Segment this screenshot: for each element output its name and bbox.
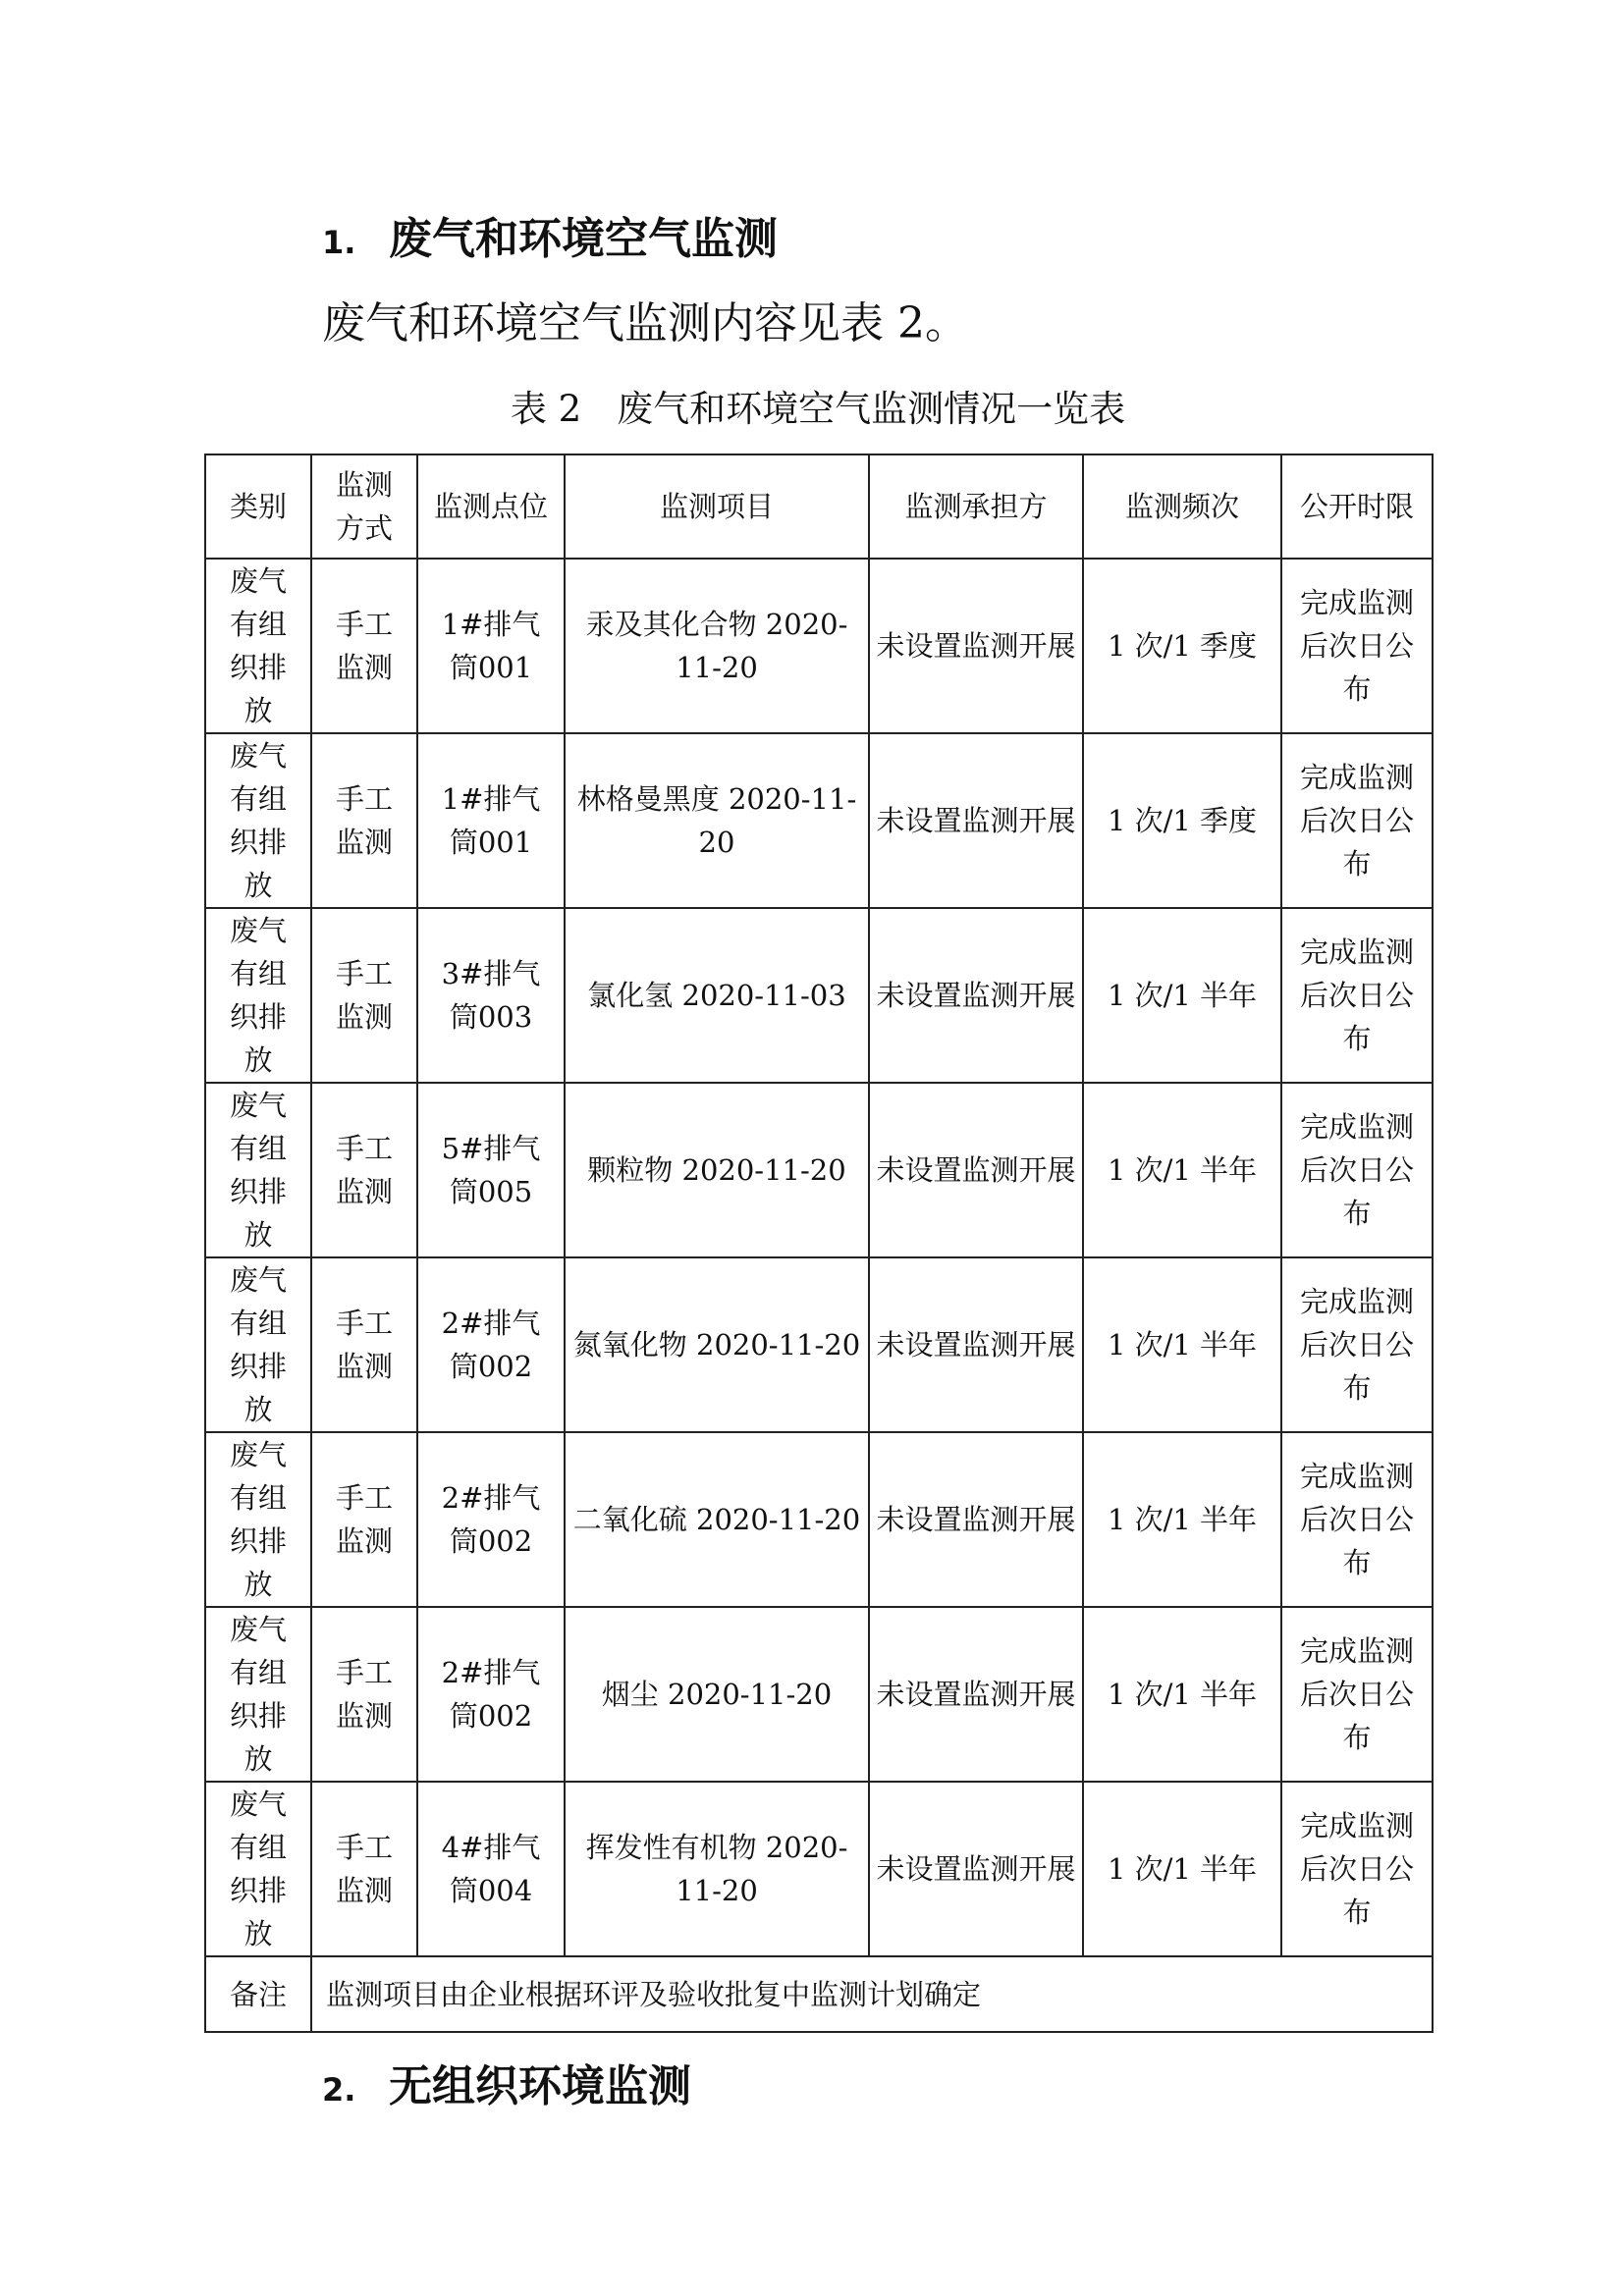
cell-method: 手工监测 [311,1257,417,1432]
table-row [205,733,1433,908]
cell-disclosure: 完成监测后次日公布 [1281,908,1433,1083]
table-caption-title: 废气和环境空气监测情况一览表 [617,388,1126,430]
table-row [205,908,1433,1083]
header-disclosure: 公开时限 [1281,454,1433,559]
section-2-title: 无组织环境监测 [389,2061,691,2111]
cell-category: 废气有组织排放 [205,908,311,1083]
cell-disclosure: 完成监测后次日公布 [1281,1607,1433,1782]
cell-method: 手工监测 [311,1607,417,1782]
cell-category: 废气有组织排放 [205,559,311,733]
cell-method: 手工监测 [311,559,417,733]
cell-undertaker: 未设置监测开展 [869,1782,1083,1956]
cell-item: 林格曼黑度 2020-11-20 [565,733,869,908]
section-1-number: 1. [322,224,356,261]
cell-category: 废气有组织排放 [205,733,311,908]
cell-undertaker: 未设置监测开展 [869,559,1083,733]
cell-frequency: 1 次/1 季度 [1083,733,1281,908]
cell-undertaker: 未设置监测开展 [869,733,1083,908]
cell-category: 废气有组织排放 [205,1432,311,1607]
header-undertaker: 监测承担方 [869,454,1083,559]
cell-method: 手工监测 [311,1432,417,1607]
table-caption [204,385,1432,434]
cell-frequency: 1 次/1 半年 [1083,1257,1281,1432]
table-row [205,1607,1433,1782]
table-caption-label: 表 2 [510,388,582,430]
table-row [205,1432,1433,1607]
table-row [205,1083,1433,1257]
cell-point: 3#排气筒003 [417,908,565,1083]
cell-undertaker: 未设置监测开展 [869,1607,1083,1782]
cell-method: 手工监测 [311,908,417,1083]
note-label: 备注 [205,1956,311,2032]
cell-frequency: 1 次/1 半年 [1083,1607,1281,1782]
cell-item: 挥发性有机物 2020-11-20 [565,1782,869,1956]
table-row [205,559,1433,733]
header-category: 类别 [205,454,311,559]
cell-category: 废气有组织排放 [205,1257,311,1432]
intro-paragraph: 废气和环境空气监测内容见表 2。 [322,298,968,348]
header-frequency: 监测频次 [1083,454,1281,559]
cell-point: 5#排气筒005 [417,1083,565,1257]
cell-point: 4#排气筒004 [417,1782,565,1956]
cell-category: 废气有组织排放 [205,1083,311,1257]
cell-item: 烟尘 2020-11-20 [565,1607,869,1782]
cell-method: 手工监测 [311,733,417,908]
cell-disclosure: 完成监测后次日公布 [1281,1782,1433,1956]
cell-method: 手工监测 [311,1083,417,1257]
cell-item: 氯化氢 2020-11-03 [565,908,869,1083]
cell-frequency: 1 次/1 半年 [1083,908,1281,1083]
cell-disclosure: 完成监测后次日公布 [1281,1432,1433,1607]
table-note-row [205,1956,1433,2032]
cell-category: 废气有组织排放 [205,1607,311,1782]
note-text: 监测项目由企业根据环评及验收批复中监测计划确定 [311,1956,1433,2032]
section-2-heading [322,2057,691,2119]
cell-undertaker: 未设置监测开展 [869,1083,1083,1257]
cell-point: 2#排气筒002 [417,1257,565,1432]
cell-undertaker: 未设置监测开展 [869,1257,1083,1432]
cell-frequency: 1 次/1 季度 [1083,559,1281,733]
cell-category: 废气有组织排放 [205,1782,311,1956]
table-header-row [205,454,1433,559]
section-1-title: 废气和环境空气监测 [389,214,778,264]
cell-frequency: 1 次/1 半年 [1083,1083,1281,1257]
section-1-heading [322,210,778,272]
cell-point: 1#排气筒001 [417,559,565,733]
cell-method: 手工监测 [311,1782,417,1956]
header-point: 监测点位 [417,454,565,559]
cell-point: 1#排气筒001 [417,733,565,908]
table-row [205,1257,1433,1432]
cell-disclosure: 完成监测后次日公布 [1281,1083,1433,1257]
cell-item: 二氧化硫 2020-11-20 [565,1432,869,1607]
cell-point: 2#排气筒002 [417,1607,565,1782]
cell-disclosure: 完成监测后次日公布 [1281,1257,1433,1432]
cell-undertaker: 未设置监测开展 [869,908,1083,1083]
cell-frequency: 1 次/1 半年 [1083,1782,1281,1956]
monitoring-table [204,454,1434,2033]
table-row [205,1782,1433,1956]
cell-item: 汞及其化合物 2020-11-20 [565,559,869,733]
cell-disclosure: 完成监测后次日公布 [1281,559,1433,733]
cell-item: 颗粒物 2020-11-20 [565,1083,869,1257]
cell-point: 2#排气筒002 [417,1432,565,1607]
cell-disclosure: 完成监测后次日公布 [1281,733,1433,908]
section-2-number: 2. [322,2071,356,2109]
cell-undertaker: 未设置监测开展 [869,1432,1083,1607]
cell-item: 氮氧化物 2020-11-20 [565,1257,869,1432]
cell-frequency: 1 次/1 半年 [1083,1432,1281,1607]
header-item: 监测项目 [565,454,869,559]
header-method: 监测方式 [311,454,417,559]
